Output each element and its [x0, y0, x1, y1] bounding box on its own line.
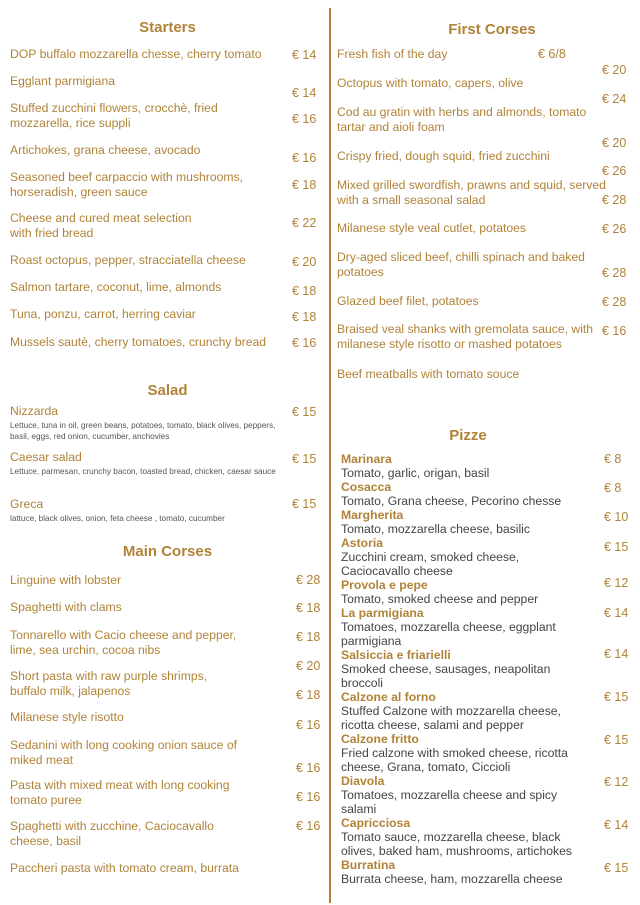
first-item: Beef meatballs with tomato souce [337, 367, 520, 381]
main-item: Tonnarello with Cacio cheese and pepper, lime, sea urchin, cocoa nibs [10, 628, 237, 657]
pizza-desc: Stuffed Calzone with mozzarella cheese, ricotta cheese, salami and pepper [341, 704, 561, 732]
first-price: € 28 [602, 193, 627, 207]
salad-item [10, 497, 282, 524]
starter-item: Salmon tartare, coconut, lime, almonds [10, 280, 222, 294]
pizza-price: € 8 [604, 452, 622, 466]
first-price: € 28 [602, 295, 627, 309]
pizza-item [341, 648, 596, 690]
main-item: Linguine with lobster [10, 573, 122, 587]
main-corses-title: Main Corses [122, 543, 213, 560]
main-price: € 18 [296, 630, 321, 644]
main-item: Spaghetti with zucchine, Caciocavallo cheese, basil [10, 819, 214, 848]
pizza-desc: Tomato, garlic, origan, basil [341, 466, 490, 480]
main-item: Paccheri pasta with tomato cream, burrata [10, 861, 239, 875]
pizza-price: € 15 [604, 861, 629, 875]
salad-price: € 15 [292, 497, 317, 511]
pizza-item [341, 690, 596, 732]
salad-item-name: Caesar salad [10, 450, 82, 464]
starter-item: Egglant parmigiana [10, 74, 116, 88]
salad-item-name: Nizzarda [10, 404, 59, 418]
starter-price: € 16 [292, 151, 317, 165]
first-price: € 28 [602, 266, 627, 280]
starter-item: Tuna, ponzu, carrot, herring caviar [10, 307, 196, 321]
pizza-desc: Burrata cheese, ham, mozzarella cheese [341, 872, 563, 886]
starter-price: € 20 [292, 255, 317, 269]
main-price: € 18 [296, 688, 321, 702]
main-price: € 18 [296, 601, 321, 615]
salad-item [10, 404, 282, 442]
fish-price-extra: € 6/8 [538, 47, 566, 61]
pizza-price: € 15 [604, 733, 629, 747]
pizza-name: Burratina [341, 858, 396, 872]
first-price: € 26 [602, 222, 627, 236]
pizza-price: € 10 [604, 510, 629, 524]
starter-price: € 18 [292, 284, 317, 298]
pizze-title: Pizze [449, 427, 487, 444]
pizza-desc: Fried calzone with smoked cheese, ricotta cheese, Grana, tomato, Ciccioli [341, 746, 568, 774]
pizza-item [341, 480, 596, 508]
first-corses-title: First Corses [448, 21, 536, 38]
starter-price: € 16 [292, 112, 317, 126]
column-divider [329, 8, 331, 903]
pizza-desc: Tomato, mozzarella cheese, basilic [341, 522, 530, 536]
salad-item [10, 450, 282, 477]
first-price: € 24 [602, 92, 627, 106]
starter-price: € 18 [292, 310, 317, 324]
salad-title: Salad [147, 382, 188, 399]
starter-price: € 22 [292, 216, 317, 230]
first-item: Cod au gratin with herbs and almonds, tomato tartar and aioli foam [337, 105, 587, 134]
first-item: Crispy fried, dough squid, fried zucchini [337, 149, 550, 163]
main-item: Milanese style risotto [10, 710, 124, 724]
starter-price: € 14 [292, 48, 317, 62]
starter-item: Artichokes, grana cheese, avocado [10, 143, 201, 157]
starters-title: Starters [139, 19, 196, 36]
first-price: € 20 [602, 136, 627, 150]
pizza-price: € 12 [604, 576, 629, 590]
starter-item: DOP buffalo mozzarella chesse, cherry tomato [10, 47, 262, 61]
starter-item: Roast octopus, pepper, stracciatella cheese [10, 253, 246, 267]
pizza-price: € 8 [604, 481, 622, 495]
starter-item: Seasoned beef carpaccio with mushrooms, horseradish, green sauce [10, 170, 244, 199]
pizza-item [341, 816, 596, 858]
main-price: € 16 [296, 718, 321, 732]
pizza-name: La parmigiana [341, 606, 424, 620]
salad-item-desc: Lettuce, tuna in oil, green beans, potatoes, tomato, black olives, peppers, basil, eggs, red onion, cucumber, anchovies [10, 421, 276, 441]
pizza-price: € 14 [604, 647, 629, 661]
starter-item: Cheese and cured meat selection with fried bread [10, 211, 192, 240]
pizza-desc: Tomatoes, mozzarella cheese, eggplant parmigiana [341, 620, 556, 648]
first-item: Octopus with tomato, capers, olive [337, 76, 524, 90]
pizza-name: Marinara [341, 452, 392, 466]
main-item: Spaghetti with clams [10, 600, 122, 614]
pizza-item [341, 774, 596, 816]
pizza-price: € 14 [604, 606, 629, 620]
main-price: € 20 [296, 659, 321, 673]
first-item: Glazed beef filet, potatoes [337, 294, 479, 308]
first-item: Fresh fish of the day [337, 47, 448, 61]
pizza-price: € 15 [604, 690, 629, 704]
main-item: Sedanini with long cooking onion sauce of miked meat [10, 738, 237, 767]
pizza-desc: Tomato, Grana cheese, Pecorino chesse [341, 494, 562, 508]
starter-price: € 18 [292, 178, 317, 192]
pizza-item [341, 452, 596, 480]
salad-item-desc: Lettuce, parmesan, crunchy bacon, toasted bread, chicken, caesar sauce [10, 467, 276, 476]
starter-price: € 16 [292, 336, 317, 350]
pizza-name: Provola e pepe [341, 578, 428, 592]
main-item: Short pasta with raw purple shrimps, buffalo milk, jalapenos [10, 669, 208, 698]
pizza-name: Cosacca [341, 480, 392, 494]
first-price: € 26 [602, 164, 627, 178]
main-price: € 16 [296, 790, 321, 804]
first-price: € 20 [602, 63, 627, 77]
pizza-name: Calzone al forno [341, 690, 436, 704]
pizza-name: Margherita [341, 508, 404, 522]
pizza-name: Diavola [341, 774, 385, 788]
pizza-item [341, 508, 596, 536]
pizza-name: Astoria [341, 536, 383, 550]
pizza-name: Capricciosa [341, 816, 411, 830]
pizza-price: € 12 [604, 775, 629, 789]
first-item: Braised veal shanks with gremolata sauce, with milanese style risotto or mashed potatoes [337, 322, 594, 351]
pizza-desc: Tomato, smoked cheese and pepper [341, 592, 539, 606]
pizza-desc: Zucchini cream, smoked cheese, Caciocavallo cheese [341, 550, 520, 578]
starter-price: € 14 [292, 86, 317, 100]
first-item: Dry-aged sliced beef, chilli spinach and baked potatoes [337, 250, 585, 279]
salad-item-desc: lattuce, black olives, onion, feta cheese , tomato, cucumber [10, 514, 225, 523]
pizza-item [341, 578, 596, 606]
main-price: € 28 [296, 573, 321, 587]
pizza-item [341, 732, 596, 774]
pizza-item [341, 858, 596, 886]
salad-price: € 15 [292, 405, 317, 419]
pizza-desc: Smoked cheese, sausages, neapolitan broccoli [341, 662, 551, 690]
first-price: € 16 [602, 324, 627, 338]
pizza-price: € 14 [604, 818, 629, 832]
starter-item: Stuffed zucchini flowers, crocchè, fried mozzarella, rice suppli [10, 101, 218, 130]
pizza-price: € 15 [604, 540, 629, 554]
pizza-name: Salsiccia e friarielli [341, 648, 451, 662]
pizza-name: Calzone fritto [341, 732, 419, 746]
main-price: € 16 [296, 761, 321, 775]
main-price: € 16 [296, 819, 321, 833]
salad-item-name: Greca [10, 497, 44, 511]
first-item: Milanese style veal cutlet, potatoes [337, 221, 527, 235]
pizza-item [341, 606, 596, 648]
pizza-desc: Tomatoes, mozzarella cheese and spicy salami [341, 788, 558, 816]
salad-price: € 15 [292, 452, 317, 466]
starter-item: Mussels sautè, cherry tomatoes, crunchy bread [10, 335, 267, 349]
main-item: Pasta with mixed meat with long cooking tomato puree [10, 778, 230, 807]
first-item: Mixed grilled swordfish, prawns and squid, served with a small seasonal salad [337, 178, 606, 207]
pizza-item [341, 536, 596, 578]
pizza-desc: Tomato sauce, mozzarella cheese, black olives, baked ham, mushrooms, artichokes [341, 830, 572, 858]
